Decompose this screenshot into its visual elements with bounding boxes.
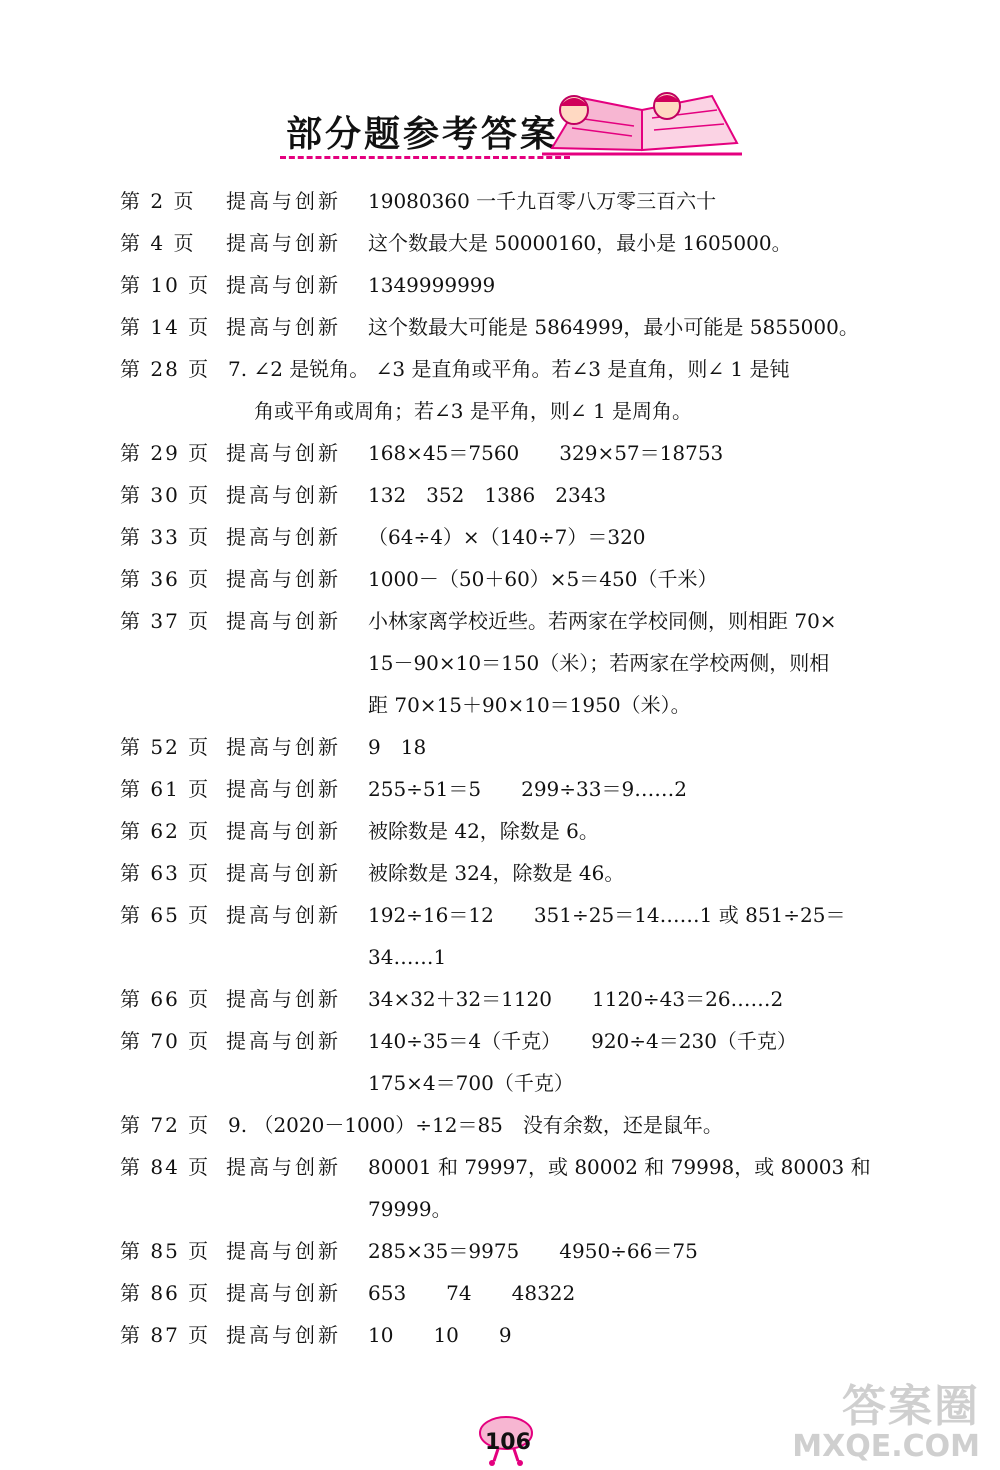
answer-row [120, 516, 910, 558]
section-label: 提高与创新 [226, 525, 341, 549]
answer-text: 285×35＝9975 4950÷66＝75 [368, 1239, 698, 1263]
answer-text: 1349999999 [368, 273, 496, 297]
answer-text: 这个数最大是 50000160，最小是 1605000。 [368, 231, 792, 255]
page-ref: 第 65 页 [120, 903, 211, 927]
page-ref: 第 66 页 [120, 987, 211, 1011]
answer-text: 79999。 [368, 1197, 452, 1221]
answer-text: 角或平角或周角；若∠3 是平角，则∠ 1 是周角。 [254, 399, 693, 423]
answer-text: 10 10 9 [368, 1323, 512, 1347]
answer-row [120, 1272, 910, 1314]
section-label: 提高与创新 [226, 483, 341, 507]
answer-row [120, 810, 910, 852]
page-ref: 第 2 页 [120, 189, 196, 213]
section-label: 提高与创新 [226, 189, 341, 213]
answer-row [120, 180, 910, 222]
answer-row [120, 852, 910, 894]
answer-row [120, 1230, 910, 1272]
answer-row [120, 264, 910, 306]
answer-text: 9 18 [368, 735, 427, 759]
answer-text: 255÷51＝5 299÷33＝9……2 [368, 777, 687, 801]
answer-text: 192÷16＝12 351÷25＝14……1 或 851÷25＝ [368, 903, 846, 927]
page-ref: 第 62 页 [120, 819, 211, 843]
section-label: 提高与创新 [226, 1323, 341, 1347]
answer-text: 9. （2020－1000）÷12＝85 没有余数，还是鼠年。 [228, 1113, 723, 1137]
answer-row [120, 432, 910, 474]
answer-text: 小林家离学校近些。若两家在学校同侧，则相距 70× [368, 609, 837, 633]
answer-text: 175×4＝700（千克） [368, 1071, 574, 1095]
page-number: 106 [485, 1430, 531, 1455]
page-title: 部分题参考答案 [286, 114, 560, 155]
answer-text: 168×45＝7560 329×57＝18753 [368, 441, 724, 465]
section-label: 提高与创新 [226, 987, 341, 1011]
answer-row [120, 306, 910, 348]
answer-text: 7. ∠2 是锐角。 ∠3 是直角或平角。若∠3 是直角，则∠ 1 是钝 [228, 357, 790, 381]
answer-text: 19080360 一千九百零八万零三百六十 [368, 189, 717, 213]
answer-text: 1000－（50＋60）×5＝450（千米） [368, 567, 718, 591]
answer-row [120, 474, 910, 516]
page-ref: 第 84 页 [120, 1155, 211, 1179]
answer-text: 140÷35＝4（千克） 920÷4＝230（千克） [368, 1029, 797, 1053]
answer-row-continued [120, 684, 910, 726]
answer-text: 34×32＋32＝1120 1120÷43＝26……2 [368, 987, 784, 1011]
answer-text: 15－90×10＝150（米）；若两家在学校两侧，则相 [368, 651, 830, 675]
section-label: 提高与创新 [226, 819, 341, 843]
page-ref: 第 70 页 [120, 1029, 211, 1053]
answer-row [120, 768, 910, 810]
page-ref: 第 87 页 [120, 1323, 211, 1347]
answer-row-continued [120, 1188, 910, 1230]
section-label: 提高与创新 [226, 1155, 341, 1179]
answer-text: 132 352 1386 2343 [368, 483, 607, 507]
page-ref: 第 4 页 [120, 231, 196, 255]
answer-text: 这个数最大可能是 5864999，最小可能是 5855000。 [368, 315, 859, 339]
watermark-logo-text: 答案圈 [842, 1381, 980, 1433]
answer-row [120, 348, 910, 390]
page-ref: 第 33 页 [120, 525, 211, 549]
answer-row [120, 558, 910, 600]
answer-text: 34……1 [368, 945, 447, 969]
answer-row [120, 600, 910, 642]
section-label: 提高与创新 [226, 273, 341, 297]
section-label: 提高与创新 [226, 231, 341, 255]
page-ref: 第 37 页 [120, 609, 211, 633]
page-ref: 第 86 页 [120, 1281, 211, 1305]
watermark-url: MXQE.COM [792, 1428, 980, 1464]
answer-row-continued [120, 1062, 910, 1104]
page-ref: 第 36 页 [120, 567, 211, 591]
answer-row [120, 978, 910, 1020]
page-ref: 第 10 页 [120, 273, 211, 297]
answer-text: 距 70×15＋90×10＝1950（米）。 [368, 693, 691, 717]
section-label: 提高与创新 [226, 777, 341, 801]
page-ref: 第 63 页 [120, 861, 211, 885]
kids-reading-book-icon [542, 88, 742, 158]
answer-text: 被除数是 324，除数是 46。 [368, 861, 625, 885]
answer-text: 653 74 48322 [368, 1281, 576, 1305]
page-ref: 第 30 页 [120, 483, 211, 507]
section-label: 提高与创新 [226, 315, 341, 339]
answer-row [120, 1314, 910, 1356]
page-header [280, 98, 740, 168]
page-ref: 第 28 页 [120, 357, 211, 381]
answer-row [120, 1146, 910, 1188]
answer-text: 80001 和 79997，或 80002 和 79998，或 80003 和 [368, 1155, 871, 1179]
title-underline [280, 156, 570, 159]
watermark [792, 1381, 980, 1464]
answer-text: （64÷4）×（140÷7）＝320 [368, 525, 646, 549]
section-label: 提高与创新 [226, 441, 341, 465]
answer-row-continued [120, 936, 910, 978]
answer-row [120, 1020, 910, 1062]
section-label: 提高与创新 [226, 903, 341, 927]
answer-list [120, 180, 910, 1356]
answer-row [120, 1104, 910, 1146]
section-label: 提高与创新 [226, 609, 341, 633]
page-ref: 第 14 页 [120, 315, 211, 339]
section-label: 提高与创新 [226, 861, 341, 885]
page-ref: 第 29 页 [120, 441, 211, 465]
answer-row-continued [120, 642, 910, 684]
section-label: 提高与创新 [226, 1281, 341, 1305]
answer-text: 被除数是 42，除数是 6。 [368, 819, 599, 843]
answer-row-continued [120, 390, 910, 432]
page-ref: 第 85 页 [120, 1239, 211, 1263]
page-ref: 第 52 页 [120, 735, 211, 759]
page-ref: 第 72 页 [120, 1113, 211, 1137]
answer-row [120, 726, 910, 768]
answer-row [120, 894, 910, 936]
page-ref: 第 61 页 [120, 777, 211, 801]
section-label: 提高与创新 [226, 735, 341, 759]
answer-row [120, 222, 910, 264]
section-label: 提高与创新 [226, 1029, 341, 1053]
section-label: 提高与创新 [226, 1239, 341, 1263]
section-label: 提高与创新 [226, 567, 341, 591]
